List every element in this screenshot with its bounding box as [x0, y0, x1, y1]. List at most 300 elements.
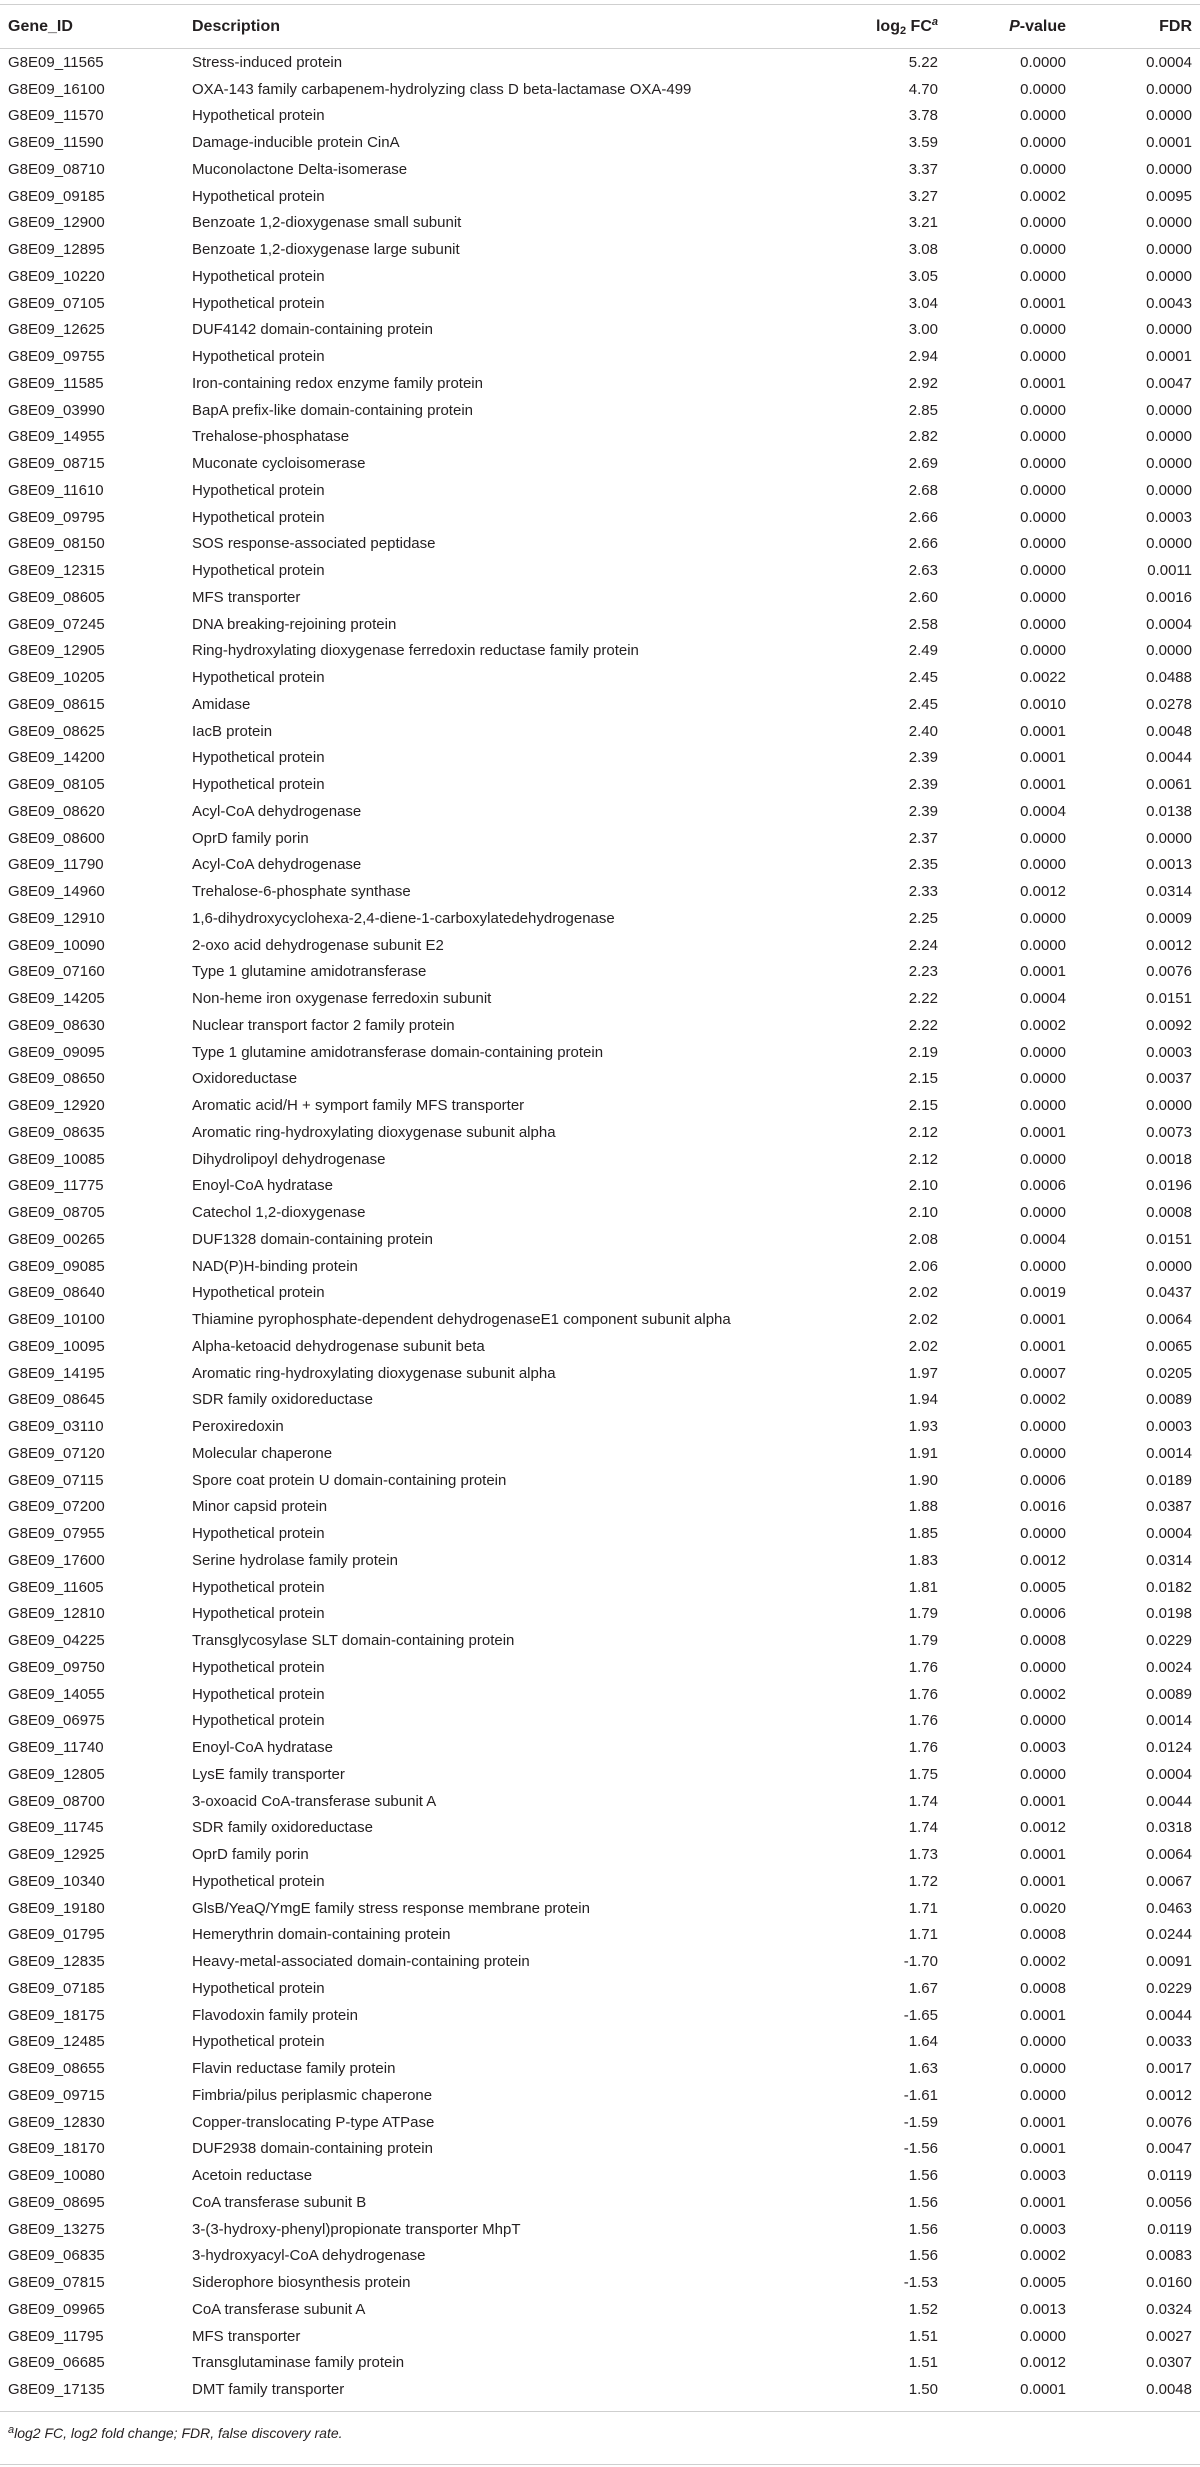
cell-fdr: 0.0488 — [1146, 669, 1192, 687]
header-log2fc-sup: a — [931, 16, 938, 28]
table-row — [0, 1440, 1200, 1467]
cell-description: Acetoin reductase — [192, 2167, 313, 2185]
cell-pvalue: 0.0001 — [1020, 2006, 1066, 2024]
header-description: Description — [192, 17, 281, 35]
cell-fdr: 0.0004 — [1146, 1525, 1192, 1543]
cell-description: OprD family porin — [192, 829, 309, 847]
cell-log2fc: 3.04 — [908, 294, 938, 312]
cell-pvalue: 0.0000 — [1020, 1043, 1066, 1061]
cell-fdr: 0.0000 — [1146, 455, 1192, 473]
table-row — [0, 1494, 1200, 1521]
table-row — [0, 1413, 1200, 1440]
cell-log2fc: 1.85 — [908, 1525, 938, 1543]
cell-gene-id: G8E09_12625 — [8, 321, 105, 339]
cell-gene-id: G8E09_10205 — [8, 669, 105, 687]
cell-pvalue: 0.0004 — [1020, 1230, 1066, 1248]
cell-gene-id: G8E09_08645 — [8, 1391, 105, 1409]
cell-gene-id: G8E09_07160 — [8, 963, 105, 981]
table-row — [0, 2243, 1200, 2270]
cell-log2fc: 2.35 — [908, 856, 938, 874]
header-log2fc — [822, 16, 938, 37]
cell-pvalue: 0.0000 — [1020, 321, 1066, 339]
cell-fdr: 0.0012 — [1146, 936, 1192, 954]
cell-pvalue: 0.0000 — [1020, 1712, 1066, 1730]
table-footnote — [0, 2411, 1200, 2464]
cell-description: Acyl-CoA dehydrogenase — [192, 802, 362, 820]
table-row — [0, 557, 1200, 584]
cell-fdr: 0.0324 — [1146, 2300, 1192, 2318]
cell-description: OprD family porin — [192, 1846, 309, 1864]
cell-description: Serine hydrolase family protein — [192, 1551, 398, 1569]
cell-description: 1,6-dihydroxycyclohexa-2,4-diene-1-carboxylatedehydrogenase — [192, 909, 615, 927]
table-row — [0, 1039, 1200, 1066]
cell-description: Hemerythrin domain-containing protein — [192, 1926, 451, 1944]
cell-log2fc: 2.10 — [908, 1204, 938, 1222]
cell-fdr: 0.0229 — [1146, 1632, 1192, 1650]
cell-fdr: 0.0000 — [1146, 214, 1192, 232]
cell-log2fc: 1.91 — [908, 1444, 938, 1462]
cell-description: Acyl-CoA dehydrogenase — [192, 856, 362, 874]
cell-pvalue: 0.0000 — [1020, 53, 1066, 71]
cell-description: Dihydrolipoyl dehydrogenase — [192, 1150, 386, 1168]
cell-fdr: 0.0182 — [1146, 1578, 1192, 1596]
cell-description: IacB protein — [192, 722, 273, 740]
table-row — [0, 1574, 1200, 1601]
table-row — [0, 1467, 1200, 1494]
cell-fdr: 0.0003 — [1146, 1043, 1192, 1061]
cell-log2fc: 2.85 — [908, 401, 938, 419]
cell-fdr: 0.0151 — [1146, 990, 1192, 1008]
cell-fdr: 0.0043 — [1146, 294, 1192, 312]
cell-log2fc: -1.56 — [903, 2140, 938, 2158]
cell-description: Flavodoxin family protein — [192, 2006, 358, 2024]
cell-description: OXA-143 family carbapenem-hydrolyzing class D beta-lactamase OXA-499 — [192, 80, 692, 98]
cell-log2fc: 2.66 — [908, 508, 938, 526]
cell-fdr: 0.0004 — [1146, 1765, 1192, 1783]
cell-fdr: 0.0000 — [1146, 829, 1192, 847]
cell-pvalue: 0.0003 — [1020, 2167, 1066, 2185]
cell-log2fc: -1.65 — [903, 2006, 938, 2024]
cell-gene-id: G8E09_07105 — [8, 294, 105, 312]
cell-fdr: 0.0064 — [1146, 1846, 1192, 1864]
cell-log2fc: 1.76 — [908, 1712, 938, 1730]
table-row — [0, 370, 1200, 397]
table-row — [0, 2109, 1200, 2136]
cell-description: Hypothetical protein — [192, 1578, 325, 1596]
cell-description: Molecular chaperone — [192, 1444, 333, 1462]
cell-description: DNA breaking-rejoining protein — [192, 615, 397, 633]
table-row — [0, 2136, 1200, 2163]
cell-gene-id: G8E09_11585 — [8, 374, 104, 392]
cell-pvalue: 0.0020 — [1020, 1899, 1066, 1917]
cell-gene-id: G8E09_08630 — [8, 1016, 105, 1034]
cell-description: Hypothetical protein — [192, 669, 325, 687]
cell-description: DMT family transporter — [192, 2381, 345, 2399]
table-row — [0, 2216, 1200, 2243]
cell-fdr: 0.0014 — [1146, 1712, 1192, 1730]
table-row — [0, 1948, 1200, 1975]
table-row — [0, 236, 1200, 263]
cell-pvalue: 0.0008 — [1020, 1979, 1066, 1997]
cell-log2fc: 2.08 — [908, 1230, 938, 1248]
cell-log2fc: 2.69 — [908, 455, 938, 473]
cell-log2fc: -1.53 — [903, 2274, 938, 2292]
cell-description: Copper-translocating P-type ATPase — [192, 2113, 435, 2131]
cell-gene-id: G8E09_11570 — [8, 107, 104, 125]
cell-gene-id: G8E09_12920 — [8, 1097, 105, 1115]
cell-fdr: 0.0124 — [1146, 1739, 1192, 1757]
cell-gene-id: G8E09_03110 — [8, 1418, 104, 1436]
cell-description: Ring-hydroxylating dioxygenase ferredoxin reductase family protein — [192, 642, 639, 660]
table-row — [0, 1761, 1200, 1788]
cell-pvalue: 0.0006 — [1020, 1177, 1066, 1195]
cell-log2fc: 1.81 — [908, 1578, 938, 1596]
cell-fdr: 0.0000 — [1146, 267, 1192, 285]
cell-description: 3-oxoacid CoA-transferase subunit A — [192, 1792, 437, 1810]
cell-description: Trehalose-6-phosphate synthase — [192, 883, 411, 901]
cell-gene-id: G8E09_11795 — [8, 2327, 104, 2345]
cell-pvalue: 0.0000 — [1020, 1204, 1066, 1222]
cell-pvalue: 0.0000 — [1020, 588, 1066, 606]
cell-description: Aromatic ring-hydroxylating dioxygenase subunit alpha — [192, 1123, 556, 1141]
cell-description: Damage-inducible protein CinA — [192, 134, 400, 152]
cell-log2fc: 1.71 — [908, 1899, 938, 1917]
cell-fdr: 0.0003 — [1146, 1418, 1192, 1436]
cell-pvalue: 0.0000 — [1020, 562, 1066, 580]
cell-pvalue: 0.0022 — [1020, 669, 1066, 687]
table-row — [0, 49, 1200, 76]
cell-log2fc: 2.37 — [908, 829, 938, 847]
cell-description: Non-heme iron oxygenase ferredoxin subunit — [192, 990, 492, 1008]
table-row — [0, 210, 1200, 237]
cell-log2fc: 5.22 — [908, 53, 938, 71]
cell-description: Minor capsid protein — [192, 1498, 328, 1516]
cell-log2fc: 2.02 — [908, 1284, 938, 1302]
cell-pvalue: 0.0005 — [1020, 1578, 1066, 1596]
cell-log2fc: 1.76 — [908, 1685, 938, 1703]
cell-gene-id: G8E09_17600 — [8, 1551, 105, 1569]
cell-fdr: 0.0073 — [1146, 1123, 1192, 1141]
table-row — [0, 1601, 1200, 1628]
cell-gene-id: G8E09_09095 — [8, 1043, 105, 1061]
cell-description: DUF2938 domain-containing protein — [192, 2140, 433, 2158]
table-row — [0, 1708, 1200, 1735]
cell-log2fc: 2.15 — [908, 1070, 938, 1088]
cell-fdr: 0.0076 — [1146, 963, 1192, 981]
cell-description: Hypothetical protein — [192, 1979, 325, 1997]
table-row — [0, 825, 1200, 852]
cell-gene-id: G8E09_07955 — [8, 1525, 105, 1543]
cell-fdr: 0.0095 — [1146, 187, 1192, 205]
cell-log2fc: 2.66 — [908, 535, 938, 553]
cell-log2fc: 2.39 — [908, 749, 938, 767]
cell-gene-id: G8E09_11775 — [8, 1177, 104, 1195]
table-row — [0, 76, 1200, 103]
cell-fdr: 0.0160 — [1146, 2274, 1192, 2292]
cell-pvalue: 0.0000 — [1020, 1418, 1066, 1436]
cell-log2fc: 1.50 — [908, 2381, 938, 2399]
cell-log2fc: 2.12 — [908, 1123, 938, 1141]
cell-pvalue: 0.0003 — [1020, 2220, 1066, 2238]
table-row — [0, 1922, 1200, 1949]
cell-fdr: 0.0018 — [1146, 1150, 1192, 1168]
cell-fdr: 0.0027 — [1146, 2327, 1192, 2345]
cell-fdr: 0.0048 — [1146, 2381, 1192, 2399]
cell-pvalue: 0.0001 — [1020, 722, 1066, 740]
cell-pvalue: 0.0000 — [1020, 348, 1066, 366]
table-row — [0, 2002, 1200, 2029]
table-row — [0, 1146, 1200, 1173]
cell-pvalue: 0.0000 — [1020, 1150, 1066, 1168]
cell-gene-id: G8E09_00265 — [8, 1230, 105, 1248]
cell-gene-id: G8E09_07115 — [8, 1471, 104, 1489]
cell-gene-id: G8E09_09085 — [8, 1257, 105, 1275]
table-row — [0, 1226, 1200, 1253]
cell-fdr: 0.0463 — [1146, 1899, 1192, 1917]
table-row — [0, 2082, 1200, 2109]
table-row — [0, 450, 1200, 477]
cell-gene-id: G8E09_08105 — [8, 776, 105, 794]
cell-fdr: 0.0000 — [1146, 642, 1192, 660]
cell-gene-id: G8E09_19180 — [8, 1899, 105, 1917]
cell-log2fc: 1.79 — [908, 1632, 938, 1650]
footnote-sup: a — [8, 2424, 15, 2436]
cell-gene-id: G8E09_17135 — [8, 2381, 105, 2399]
cell-fdr: 0.0151 — [1146, 1230, 1192, 1248]
cell-pvalue: 0.0012 — [1020, 1551, 1066, 1569]
cell-pvalue: 0.0000 — [1020, 829, 1066, 847]
header-pvalue — [938, 18, 1066, 36]
cell-description: Trehalose-phosphatase — [192, 428, 350, 446]
cell-gene-id: G8E09_12805 — [8, 1765, 105, 1783]
cell-log2fc: 1.56 — [908, 2167, 938, 2185]
table-row — [0, 1681, 1200, 1708]
cell-fdr: 0.0009 — [1146, 909, 1192, 927]
cell-log2fc: 2.22 — [908, 1016, 938, 1034]
cell-fdr: 0.0061 — [1146, 776, 1192, 794]
table-row — [0, 1627, 1200, 1654]
cell-pvalue: 0.0001 — [1020, 1872, 1066, 1890]
cell-fdr: 0.0067 — [1146, 1872, 1192, 1890]
cell-pvalue: 0.0000 — [1020, 936, 1066, 954]
cell-fdr: 0.0011 — [1147, 562, 1192, 580]
cell-log2fc: -1.61 — [903, 2086, 938, 2104]
header-pvalue-prefix: P — [1009, 17, 1020, 35]
cell-description: Type 1 glutamine amidotransferase — [192, 963, 427, 981]
cell-description: 2-oxo acid dehydrogenase subunit E2 — [192, 936, 444, 954]
cell-fdr: 0.0014 — [1146, 1444, 1192, 1462]
cell-fdr: 0.0119 — [1147, 2220, 1192, 2238]
cell-fdr: 0.0000 — [1146, 321, 1192, 339]
cell-fdr: 0.0196 — [1146, 1177, 1192, 1195]
cell-pvalue: 0.0002 — [1020, 2247, 1066, 2265]
cell-pvalue: 0.0001 — [1020, 2140, 1066, 2158]
cell-description: Hypothetical protein — [192, 776, 325, 794]
cell-log2fc: 4.70 — [908, 80, 938, 98]
cell-log2fc: 1.56 — [908, 2220, 938, 2238]
table-row — [0, 1734, 1200, 1761]
cell-log2fc: 2.19 — [908, 1043, 938, 1061]
cell-description: Peroxiredoxin — [192, 1418, 284, 1436]
cell-pvalue: 0.0000 — [1020, 2327, 1066, 2345]
cell-pvalue: 0.0000 — [1020, 214, 1066, 232]
table-row — [0, 1654, 1200, 1681]
cell-log2fc: 2.02 — [908, 1311, 938, 1329]
cell-description: CoA transferase subunit A — [192, 2300, 366, 2318]
table-row — [0, 584, 1200, 611]
cell-description: Hypothetical protein — [192, 1872, 325, 1890]
cell-description: Oxidoreductase — [192, 1070, 298, 1088]
cell-description: Stress-induced protein — [192, 53, 343, 71]
cell-fdr: 0.0024 — [1146, 1658, 1192, 1676]
table-row — [0, 477, 1200, 504]
cell-pvalue: 0.0013 — [1020, 2300, 1066, 2318]
table-header — [0, 5, 1200, 49]
cell-pvalue: 0.0000 — [1020, 267, 1066, 285]
cell-pvalue: 0.0008 — [1020, 1632, 1066, 1650]
cell-pvalue: 0.0005 — [1020, 2274, 1066, 2292]
cell-gene-id: G8E09_08715 — [8, 455, 105, 473]
cell-pvalue: 0.0001 — [1020, 2193, 1066, 2211]
cell-gene-id: G8E09_14960 — [8, 883, 105, 901]
header-log2fc-sub: 2 — [899, 25, 907, 37]
table-row — [0, 2376, 1200, 2403]
cell-fdr: 0.0047 — [1146, 2140, 1192, 2158]
cell-gene-id: G8E09_12485 — [8, 2033, 105, 2051]
cell-gene-id: G8E09_10220 — [8, 267, 105, 285]
table-row — [0, 1387, 1200, 1414]
cell-description: Aromatic acid/H + symport family MFS transporter — [192, 1097, 525, 1115]
cell-pvalue: 0.0000 — [1020, 1444, 1066, 1462]
cell-pvalue: 0.0002 — [1020, 1953, 1066, 1971]
table-row — [0, 798, 1200, 825]
cell-fdr: 0.0004 — [1146, 53, 1192, 71]
table-row — [0, 718, 1200, 745]
table-row — [0, 2029, 1200, 2056]
table-row — [0, 1841, 1200, 1868]
table-row — [0, 878, 1200, 905]
cell-description: 3-hydroxyacyl-CoA dehydrogenase — [192, 2247, 426, 2265]
table-row — [0, 1280, 1200, 1307]
cell-pvalue: 0.0000 — [1020, 856, 1066, 874]
cell-log2fc: 1.88 — [908, 1498, 938, 1516]
cell-gene-id: G8E09_12315 — [8, 562, 105, 580]
cell-description: Hypothetical protein — [192, 1712, 325, 1730]
cell-gene-id: G8E09_10340 — [8, 1872, 105, 1890]
cell-pvalue: 0.0006 — [1020, 1471, 1066, 1489]
cell-log2fc: 1.97 — [908, 1364, 938, 1382]
cell-gene-id: G8E09_04225 — [8, 1632, 105, 1650]
cell-fdr: 0.0000 — [1146, 428, 1192, 446]
cell-pvalue: 0.0001 — [1020, 963, 1066, 981]
cell-gene-id: G8E09_08640 — [8, 1284, 105, 1302]
table-row — [0, 1092, 1200, 1119]
table-row — [0, 2189, 1200, 2216]
cell-pvalue: 0.0001 — [1020, 1123, 1066, 1141]
cell-gene-id: G8E09_11565 — [8, 53, 104, 71]
cell-fdr: 0.0189 — [1146, 1471, 1192, 1489]
cell-log2fc: 1.51 — [908, 2327, 938, 2345]
table-row — [0, 1547, 1200, 1574]
cell-fdr: 0.0008 — [1146, 1204, 1192, 1222]
cell-description: SOS response-associated peptidase — [192, 535, 436, 553]
table-row — [0, 317, 1200, 344]
cell-gene-id: G8E09_11590 — [8, 134, 104, 152]
cell-fdr: 0.0307 — [1146, 2354, 1192, 2372]
cell-log2fc: 1.51 — [908, 2354, 938, 2372]
cell-log2fc: 3.21 — [908, 214, 938, 232]
cell-log2fc: 2.15 — [908, 1097, 938, 1115]
cell-gene-id: G8E09_11740 — [8, 1739, 104, 1757]
table-row — [0, 103, 1200, 130]
table-row — [0, 2350, 1200, 2377]
cell-pvalue: 0.0000 — [1020, 1070, 1066, 1088]
cell-log2fc: 1.71 — [908, 1926, 938, 1944]
table-row — [0, 1868, 1200, 1895]
cell-pvalue: 0.0001 — [1020, 776, 1066, 794]
cell-pvalue: 0.0000 — [1020, 134, 1066, 152]
cell-pvalue: 0.0012 — [1020, 2354, 1066, 2372]
cell-description: Transglutaminase family protein — [192, 2354, 405, 2372]
cell-gene-id: G8E09_18170 — [8, 2140, 105, 2158]
cell-log2fc: 1.72 — [908, 1872, 938, 1890]
cell-fdr: 0.0092 — [1146, 1016, 1192, 1034]
table-row — [0, 1119, 1200, 1146]
cell-fdr: 0.0089 — [1146, 1685, 1192, 1703]
cell-log2fc: 2.94 — [908, 348, 938, 366]
cell-fdr: 0.0001 — [1146, 348, 1192, 366]
cell-gene-id: G8E09_08695 — [8, 2193, 105, 2211]
cell-gene-id: G8E09_08620 — [8, 802, 105, 820]
table-row — [0, 1815, 1200, 1842]
cell-description: CoA transferase subunit B — [192, 2193, 367, 2211]
cell-log2fc: 1.56 — [908, 2193, 938, 2211]
table-row — [0, 959, 1200, 986]
cell-gene-id: G8E09_12895 — [8, 241, 105, 259]
cell-pvalue: 0.0006 — [1020, 1605, 1066, 1623]
cell-pvalue: 0.0010 — [1020, 695, 1066, 713]
table-row — [0, 1895, 1200, 1922]
cell-log2fc: 2.39 — [908, 802, 938, 820]
cell-description: DUF1328 domain-containing protein — [192, 1230, 433, 1248]
cell-log2fc: 2.68 — [908, 481, 938, 499]
cell-fdr: 0.0044 — [1146, 2006, 1192, 2024]
cell-gene-id: G8E09_11605 — [8, 1578, 104, 1596]
table-row — [0, 932, 1200, 959]
table-row — [0, 1066, 1200, 1093]
cell-log2fc: 1.56 — [908, 2247, 938, 2265]
cell-log2fc: 2.24 — [908, 936, 938, 954]
header-gene-id: Gene_ID — [8, 17, 73, 35]
cell-description: Hypothetical protein — [192, 107, 325, 125]
cell-description: Spore coat protein U domain-containing protein — [192, 1471, 507, 1489]
cell-description: SDR family oxidoreductase — [192, 1819, 373, 1837]
cell-log2fc: 2.82 — [908, 428, 938, 446]
cell-pvalue: 0.0002 — [1020, 1016, 1066, 1034]
header-log2fc-prefix: log — [875, 18, 900, 35]
cell-pvalue: 0.0000 — [1020, 508, 1066, 526]
cell-log2fc: 3.37 — [908, 160, 938, 178]
cell-pvalue: 0.0001 — [1020, 2113, 1066, 2131]
cell-gene-id: G8E09_07185 — [8, 1979, 105, 1997]
cell-description: Hypothetical protein — [192, 294, 325, 312]
results-table — [0, 4, 1200, 2465]
cell-pvalue: 0.0000 — [1020, 909, 1066, 927]
cell-description: Alpha-ketoacid dehydrogenase subunit beta — [192, 1337, 485, 1355]
cell-gene-id: G8E09_07245 — [8, 615, 105, 633]
header-log2fc-suffix: FC — [906, 18, 932, 35]
cell-gene-id: G8E09_09795 — [8, 508, 105, 526]
